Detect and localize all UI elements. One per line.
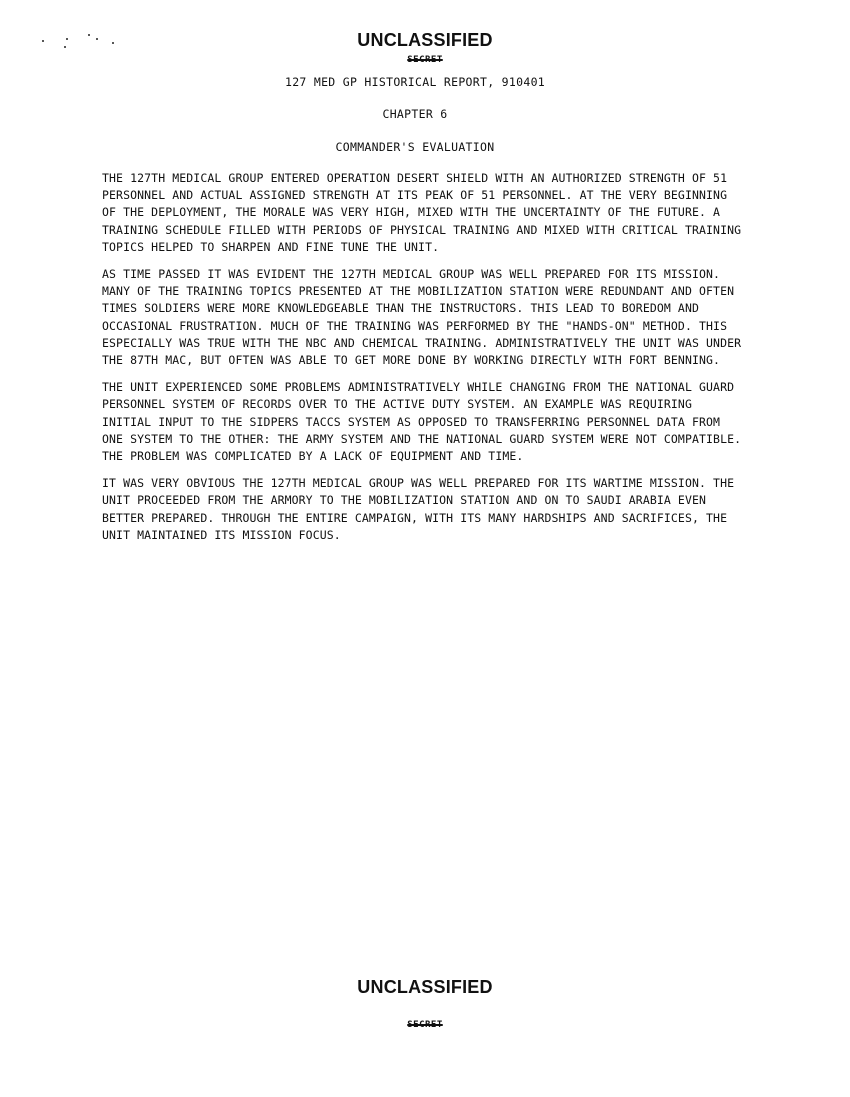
struck-classification-bottom: SECRET xyxy=(407,1020,443,1030)
paragraph-2: AS TIME PASSED IT WAS EVIDENT THE 127TH MEDICAL GROUP WAS WELL PREPARED FOR ITS MISSION. MANY OF THE TRAINING TOPICS PRESENTED AT THE MOBILIZATION STATION WERE REDUNDANT AND OFTEN TIMES SOLDIERS WERE MORE KNOWLEDGEABLE THAN THE INSTRUCTORS. THIS LEAD TO BOREDOM AND OCCASIONAL FRUSTRATION. MUCH OF THE TRAINING WAS PERFORMED BY THE "HANDS-ON" METHOD. THIS ESPECIALLY WAS TRUE WITH THE NBC AND CHEMICAL TRAINING. ADMINISTRATIVELY THE UNIT WAS UNDER THE 87TH MAC, BUT OFTEN WAS ABLE TO GET MORE DONE BY WORKING DIRECTLY WITH FORT BENNING. xyxy=(102,267,742,368)
classification-marking-bottom: UNCLASSIFIED xyxy=(357,977,493,997)
section-title: COMMANDER'S EVALUATION xyxy=(335,140,495,154)
chapter-heading: CHAPTER 6 xyxy=(382,107,448,121)
report-title: 127 MED GP HISTORICAL REPORT, 910401 xyxy=(284,75,546,89)
paragraph-4: IT WAS VERY OBVIOUS THE 127TH MEDICAL GROUP WAS WELL PREPARED FOR ITS WARTIME MISSION. THE UNIT PROCEEDED FROM THE ARMORY TO THE MOBILIZATION STATION AND ON TO SAUDI ARABIA EVEN BETTER PREPARED. THROUGH THE ENTIRE CAMPAIGN, WITH ITS MANY HARDSHIPS AND SACRIFICES, THE UNIT MAINTAINED ITS MISSION FOCUS. xyxy=(102,476,735,542)
paragraph-3: THE UNIT EXPERIENCED SOME PROBLEMS ADMINISTRATIVELY WHILE CHANGING FROM THE NATIONAL GUARD PERSONNEL SYSTEM OF RECORDS OVER TO THE ACTIVE DUTY SYSTEM. AN EXAMPLE WAS REQUIRING INITIAL INPUT TO THE SIDPERS TACCS SYSTEM AS OPPOSED TO TRANSFERRING PERSONNEL DATA FROM ONE SYSTEM TO THE OTHER: THE ARMY SYSTEM AND THE NATIONAL GUARD SYSTEM WERE NOT COMPATIBLE. THE PROBLEM WAS COMPLICATED BY A LACK OF EQUIPMENT AND TIME. xyxy=(102,380,742,464)
paragraph-1: THE 127TH MEDICAL GROUP ENTERED OPERATION DESERT SHIELD WITH AN AUTHORIZED STRENGTH OF 51 PERSONNEL AND ACTUAL ASSIGNED STRENGTH AT ITS PEAK OF 51 PERSONNEL. AT THE VERY BEGINNING OF THE DEPLOYMENT, THE MORALE WAS VERY HIGH, MIXED WITH THE UNCERTAINTY OF THE FUTURE. A TRAINING SCHEDULE FILLED WITH PERIODS OF PHYSICAL TRAINING AND MIXED WITH CRITICAL TRAINING TOPICS HELPED TO SHARPEN AND FINE TUNE THE UNIT. xyxy=(102,171,742,254)
classification-marking-top: UNCLASSIFIED xyxy=(357,30,493,50)
body-text xyxy=(102,170,742,554)
struck-classification-top: SECRET xyxy=(407,55,443,65)
